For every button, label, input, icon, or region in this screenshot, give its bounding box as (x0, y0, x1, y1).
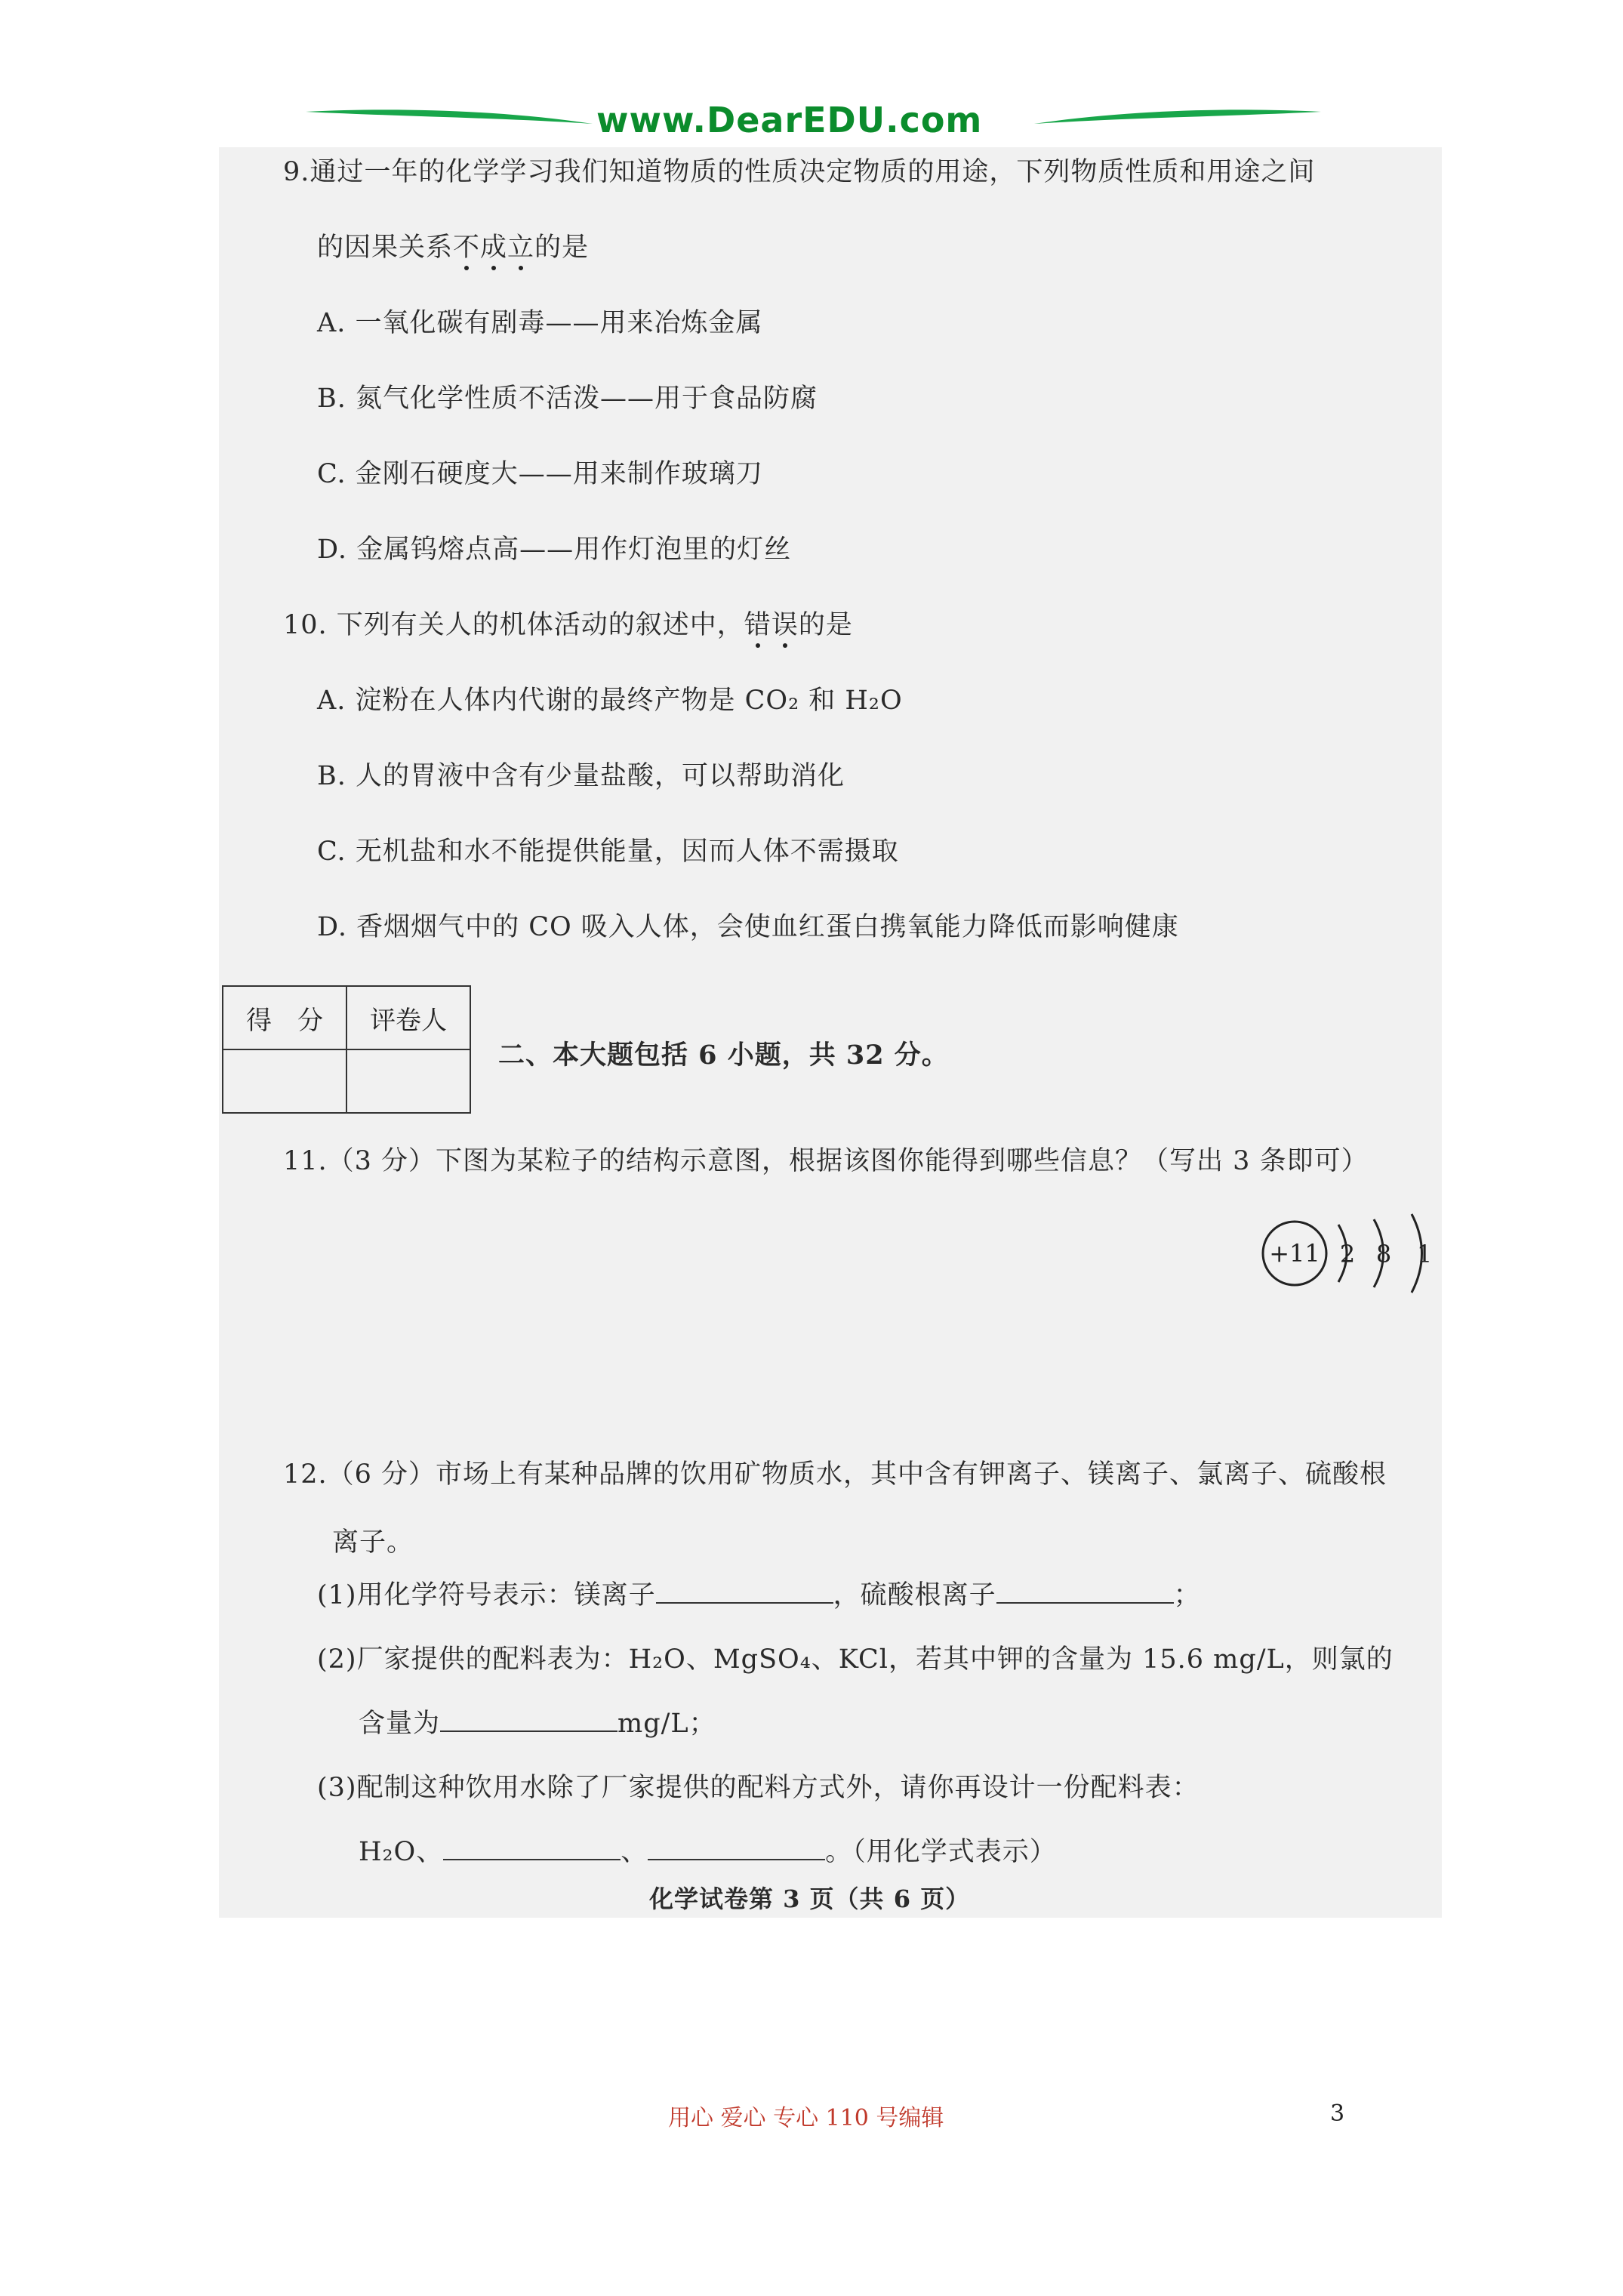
q9-stem-line1: 9.通过一年的化学学习我们知道物质的性质决定物质的用途，下列物质性质和用途之间 (283, 157, 1316, 187)
q12-part3-text-b: 、 (621, 1837, 648, 1867)
q12-part1 (317, 1574, 1201, 1612)
q9-stem-text-a: 的因果关系 (317, 233, 454, 263)
page-number: 3 (1330, 2100, 1345, 2127)
q12-part3-line2 (359, 1831, 1057, 1869)
atomic-structure-diagram (1257, 1208, 1446, 1299)
nucleus-charge: +11 (1269, 1239, 1320, 1268)
q11-stem: 11.（3 分）下图为某粒子的结构示意图，根据该图你能得到哪些信息？（写出 3 条即可） (283, 1146, 1369, 1176)
ingredient-blank-2[interactable] (648, 1836, 825, 1860)
q10-option-c: C. 无机盐和水不能提供能量，因而人体不需摄取 (317, 837, 899, 867)
q12-part2-line1: (2)厂家提供的配料表为：H₂O、MgSO₄、KCl，若其中钾的含量为 15.6 mg/L，则氯的 (317, 1644, 1394, 1675)
q12-stem-line1: 12.（6 分）市场上有某种品牌的饮用矿物质水，其中含有钾离子、镁离子、氯离子、硫酸根 (283, 1459, 1387, 1490)
exam-page-footer: 化学试卷第 3 页（共 6 页） (649, 1885, 971, 1913)
ingredient-blank-1[interactable] (443, 1836, 621, 1860)
q9-option-b: B. 氮气化学性质不活泼——用于食品防腐 (317, 384, 818, 414)
grader-header-cell: 评卷人 (346, 986, 470, 1049)
q12-part1-text-b: ，硫酸根离子 (833, 1580, 996, 1610)
q9-option-a: A. 一氧化碳有剧毒——用来冶炼金属 (317, 308, 763, 338)
sulfate-ion-blank[interactable] (996, 1579, 1174, 1604)
chlorine-content-blank[interactable] (440, 1708, 617, 1732)
q10-option-d: D. 香烟烟气中的 CO 吸入人体，会使血红蛋白携氧能力降低而影响健康 (317, 912, 1179, 942)
right-swoosh-decoration (1034, 106, 1321, 136)
score-header-cell: 得 分 (223, 986, 346, 1049)
magnesium-ion-blank[interactable] (656, 1579, 833, 1604)
q10-option-a: A. 淀粉在人体内代谢的最终产物是 CO₂ 和 H₂O (317, 686, 903, 716)
q12-part2-text-a: 含量为 (359, 1709, 441, 1739)
q12-part2-line2 (359, 1703, 716, 1740)
q12-stem-line2: 离子。 (332, 1527, 414, 1558)
site-header-text[interactable]: www.DearEDU.com (596, 100, 983, 140)
section-2-title: 二、本大题包括 6 小题，共 32 分。 (498, 1040, 949, 1071)
shell-electron-count: 1 (1416, 1240, 1433, 1268)
q12-part2-text-b: mg/L； (617, 1709, 716, 1739)
q9-emphasis-char: 成 (480, 233, 508, 263)
shell-electron-count: 8 (1375, 1240, 1392, 1268)
editor-footer: 用心 爱心 专心 110 号编辑 (668, 2105, 944, 2131)
score-table (222, 985, 471, 1114)
q12-part3-text-a: H₂O、 (359, 1837, 444, 1867)
q12-part1-text-a: (1)用化学符号表示：镁离子 (317, 1580, 656, 1610)
q9-option-c: C. 金刚石硬度大——用来制作玻璃刀 (317, 459, 763, 489)
left-swoosh-decoration (306, 106, 593, 136)
q9-stem-text-b: 的是 (534, 233, 590, 263)
q10-option-b: B. 人的胃液中含有少量盐酸，可以帮助消化 (317, 761, 845, 791)
q10-stem-text-b: 的是 (798, 610, 853, 640)
grader-input-cell[interactable] (346, 1049, 470, 1113)
q12-part1-text-c: ； (1173, 1580, 1201, 1610)
q12-part3-text-c: 。（用化学式表示） (825, 1837, 1057, 1867)
q10-stem (283, 604, 853, 642)
q10-stem-text-a: 10. 下列有关人的机体活动的叙述中， (283, 610, 744, 640)
q9-option-d: D. 金属钨熔点高——用作灯泡里的灯丝 (317, 535, 792, 565)
q10-emphasis-char: 误 (771, 610, 799, 640)
q10-emphasis-char: 错 (744, 610, 771, 640)
q9-emphasis-char: 立 (507, 233, 535, 263)
score-input-cell[interactable] (223, 1049, 346, 1113)
q9-emphasis-char: 不 (453, 233, 481, 263)
q12-part3-line1: (3)配制这种饮用水除了厂家提供的配料方式外，请你再设计一份配料表： (317, 1773, 1200, 1803)
shell-electron-count: 2 (1339, 1240, 1356, 1268)
q9-stem-line2 (317, 227, 589, 264)
